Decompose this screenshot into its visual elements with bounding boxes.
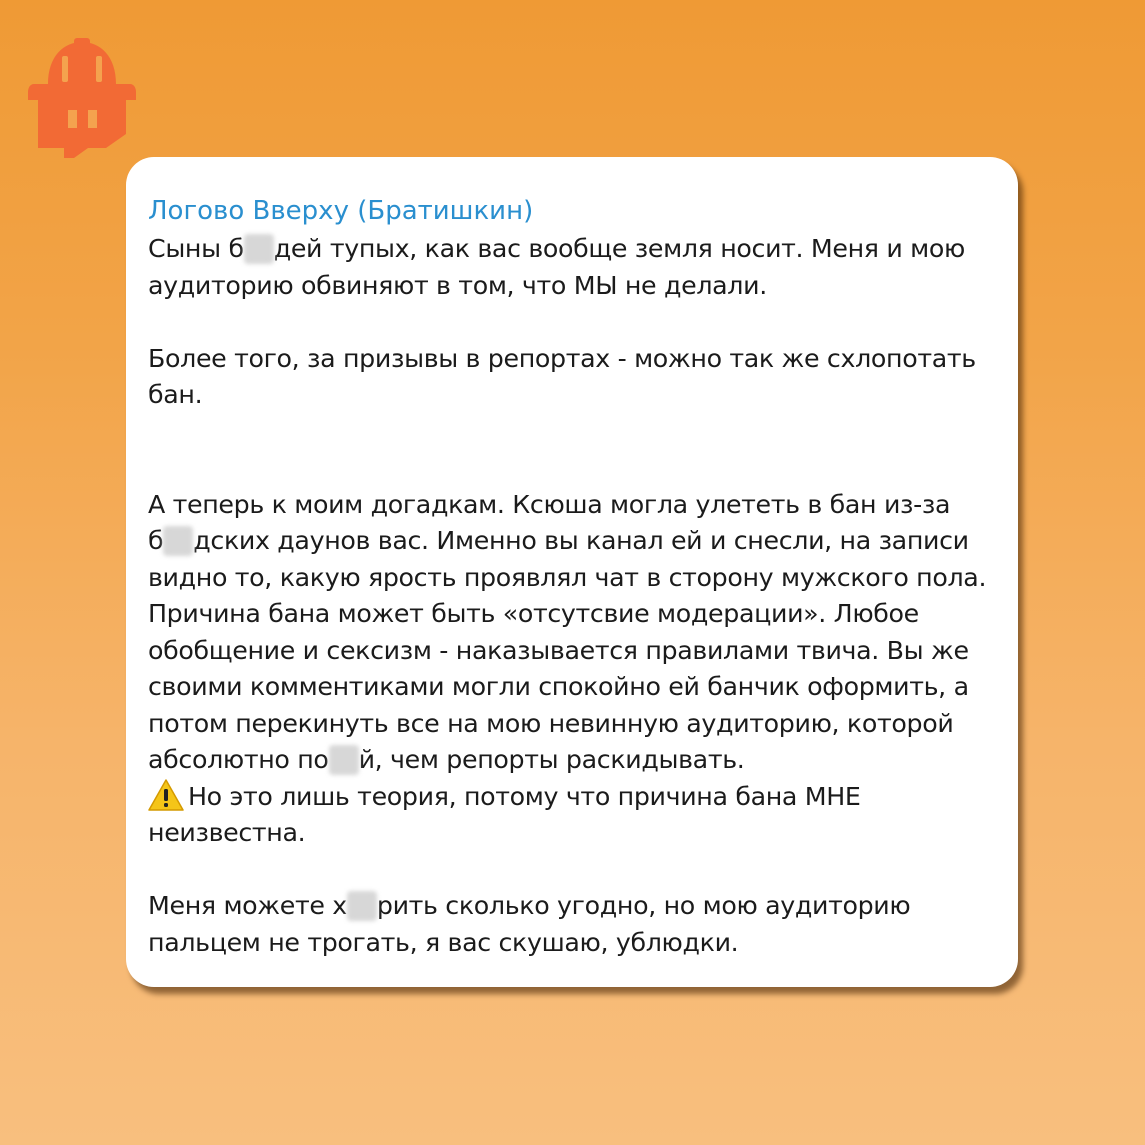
twitch-hardhat-logo-icon (26, 34, 138, 158)
paragraph-gap (148, 414, 996, 451)
text-line: Более того, за призывы в репортах - можно так же схлопотать (148, 343, 976, 373)
text-line: пальцем не трогать, я вас скушаю, ублюдки. (148, 927, 739, 957)
text-line: Сыны б дей тупых, как вас вообще земля носит. Меня и мою (148, 234, 965, 263)
text-line: А теперь к моим догадкам. Ксюша могла улететь в бан из-за (148, 489, 951, 519)
warning-icon (148, 779, 184, 811)
paragraph-gap (148, 304, 996, 341)
text-line: Меня можете х рить сколько угодно, но мою аудиторию (148, 891, 911, 920)
text-line: потом перекинуть все на мою невинную аудиторию, которой (148, 708, 954, 738)
text-line: бан. (148, 380, 203, 409)
text-line: своими комментиками могли спокойно ей банчик оформить, а (148, 672, 969, 701)
censor-blur (347, 891, 377, 921)
text-line: Но это лишь теория, потому что причина бана МНЕ (148, 779, 996, 816)
text-line: обобщение и сексизм - наказывается правилами твича. Вы же (148, 635, 969, 665)
text-line: аудиторию обвиняют в том, что МЫ не делали. (148, 270, 767, 300)
message-text (148, 231, 996, 961)
censor-blur (163, 526, 193, 556)
message-card (126, 157, 1018, 987)
text-line: б дских даунов вас. Именно вы канал ей и снесли, на записи (148, 526, 969, 555)
text-line: неизвестна. (148, 818, 306, 847)
text-line: Причина бана может быть «отсутсвие модерации». Любое (148, 599, 919, 628)
author-name[interactable]: Логово Вверху (Братишкин) (148, 196, 534, 226)
censor-blur (329, 745, 359, 775)
text-line: абсолютно по й, чем репорты раскидывать. (148, 745, 745, 774)
paragraph-gap (148, 450, 996, 487)
paragraph-gap (148, 852, 996, 889)
censor-blur (244, 234, 274, 264)
text-line: видно то, какую ярость проявлял чат в сторону мужского пола. (148, 562, 987, 592)
